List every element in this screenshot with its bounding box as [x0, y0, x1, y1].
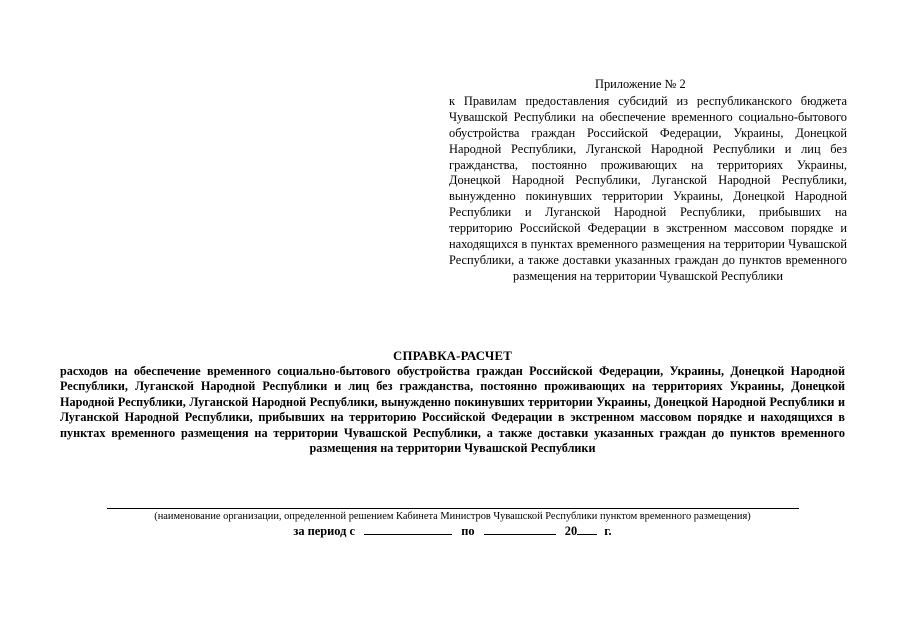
organization-caption: (наименование организации, определенной решением Кабинета Министров Чувашской Республики пунктом временного размещения): [154, 511, 751, 522]
appendix-text: к Правилам предоставления субсидий из республиканского бюджета Чувашской Республики на обеспечение временного социально-бытового обустройства граждан Российской Федерации, Украины, Донецкой Народной Республики, Луганской Народной Республики и лиц без гражданства, постоянно проживающих на территориях Украины, Донецкой Народной Республики, Луганской Народной Республики, вынужденно покинувших территории Украины, Донецкой Народной Республики и Луганской Народной Республики, прибывших на территорию Российской Федерации в экстренном массовом порядке и находящихся в пунктах временного размещения на территории Чувашской Республики, а также доставки указанных граждан до пунктов временного размещения на территории Чувашской Республики: [449, 93, 847, 283]
organization-name-line[interactable]: [107, 508, 799, 509]
document-subtitle: расходов на обеспечение временного социально-бытового обустройства граждан Российской Федерации, Украины, Донецкой Народной Республики, Луганской Народной Республики и лиц без гражданства, постоянно проживающих на территориях Украины, Донецкой Народной Республики, Луганской Народной Республики, вынужденно покинувших территории Украины, Донецкой Народной Республики и Луганской Народной Республики, прибывших на территорию Российской Федерации в экстренном массовом порядке и находящихся в пунктах временного размещения на территории Чувашской Республики, а также доставки указанных граждан до пунктов временного размещения на территории Чувашской Республики: [60, 364, 845, 456]
period-year-field[interactable]: [577, 523, 597, 535]
period-end-field[interactable]: [484, 523, 556, 535]
appendix-block: [449, 77, 847, 285]
period-start-field[interactable]: [364, 523, 452, 535]
period-suffix: г.: [604, 524, 612, 538]
appendix-heading: Приложение № 2: [595, 77, 686, 91]
period-middle: по: [461, 524, 475, 538]
period-year-prefix: 20: [564, 524, 578, 538]
document-title: СПРАВКА-РАСЧЕТ: [393, 349, 512, 363]
period-line: [60, 523, 845, 539]
period-prefix: за период с: [293, 524, 356, 538]
